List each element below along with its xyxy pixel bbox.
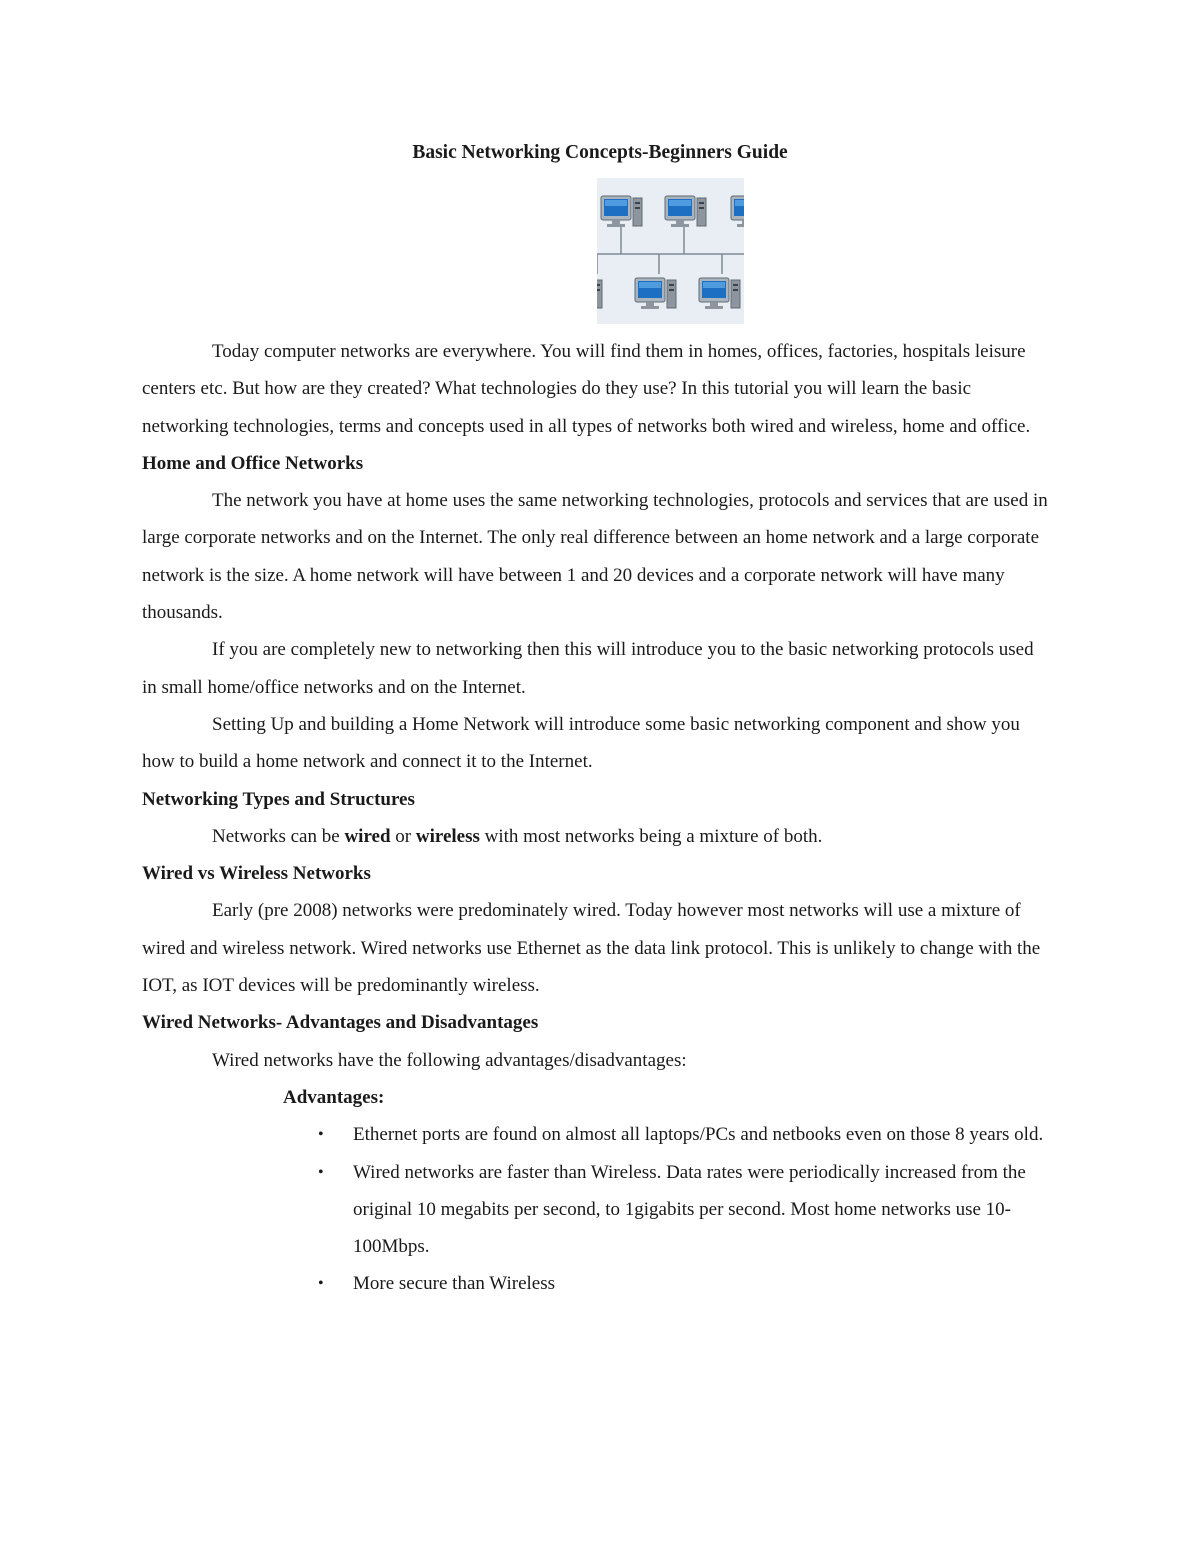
heading-advantages-disadvantages: Wired Networks- Advantages and Disadvantages — [142, 1012, 539, 1034]
list-item — [142, 1154, 1052, 1266]
bullet-icon: • — [318, 1275, 324, 1293]
list-item — [142, 1265, 1052, 1302]
text-segment: or — [390, 825, 416, 847]
text-segment: with most networks being a mixture of both. — [479, 825, 823, 847]
bullet-icon: • — [318, 1163, 324, 1181]
heading-wired-vs-wireless: Wired vs Wireless Networks — [142, 863, 371, 885]
bullet-icon: • — [318, 1126, 324, 1144]
network-diagram-image — [597, 178, 744, 324]
document-body — [142, 333, 1052, 1303]
list-item-text: Wired networks are faster than Wireless. Data rates were periodically increased from the original 10 megabits per second, to 1gigabits per second. Most home networks use 10-100Mbps. — [353, 1161, 1026, 1258]
advantages-label: Advantages: — [283, 1086, 385, 1108]
advantages-list — [142, 1116, 1052, 1302]
document-title: Basic Networking Concepts-Beginners Guide — [412, 142, 788, 163]
paragraph-types — [142, 818, 1052, 855]
wireless-bold: wireless — [415, 825, 480, 847]
list-item — [142, 1116, 1052, 1153]
intro-paragraph: Today computer networks are everywhere. You will find them in homes, offices, factories, hospitals leisure centers etc. But how are they created? What technologies do they use? In this tutorial you will learn the basic networking technologies, terms and concepts used in all types of networks both wired and wireless, home and office. — [142, 341, 1031, 437]
paragraph-advantages-intro: Wired networks have the following advantages/disadvantages: — [212, 1049, 687, 1071]
paragraph-home-2: If you are completely new to networking then this will introduce you to the basic networking protocols used in small home/office networks and on the Internet. — [142, 639, 1034, 698]
heading-types: Networking Types and Structures — [142, 788, 415, 810]
list-item-text: Ethernet ports are found on almost all laptops/PCs and netbooks even on those 8 years old. — [353, 1124, 1044, 1146]
paragraph-home-1: The network you have at home uses the same networking technologies, protocols and services that are used in large corporate networks and on the Internet. The only real difference between an home network and a large corporate network is the size. A home network will have between 1 and 20 devices and a corporate network will have many thousands. — [142, 490, 1048, 624]
network-computers-icon — [597, 178, 744, 324]
paragraph-wired-vs-wireless: Early (pre 2008) networks were predominately wired. Today however most networks will use a mixture of wired and wireless network. Wired networks use Ethernet as the data link protocol. This is unlikely to change with the IOT, as IOT devices will be predominantly wireless. — [142, 900, 1041, 997]
paragraph-home-3: Setting Up and building a Home Network will introduce some basic networking component and show you how to build a home network and connect it to the Internet. — [142, 713, 1020, 773]
text-segment: Networks can be — [212, 825, 345, 847]
heading-home-office: Home and Office Networks — [142, 452, 364, 474]
list-item-text: More secure than Wireless — [353, 1273, 556, 1295]
wired-bold: wired — [344, 825, 391, 847]
